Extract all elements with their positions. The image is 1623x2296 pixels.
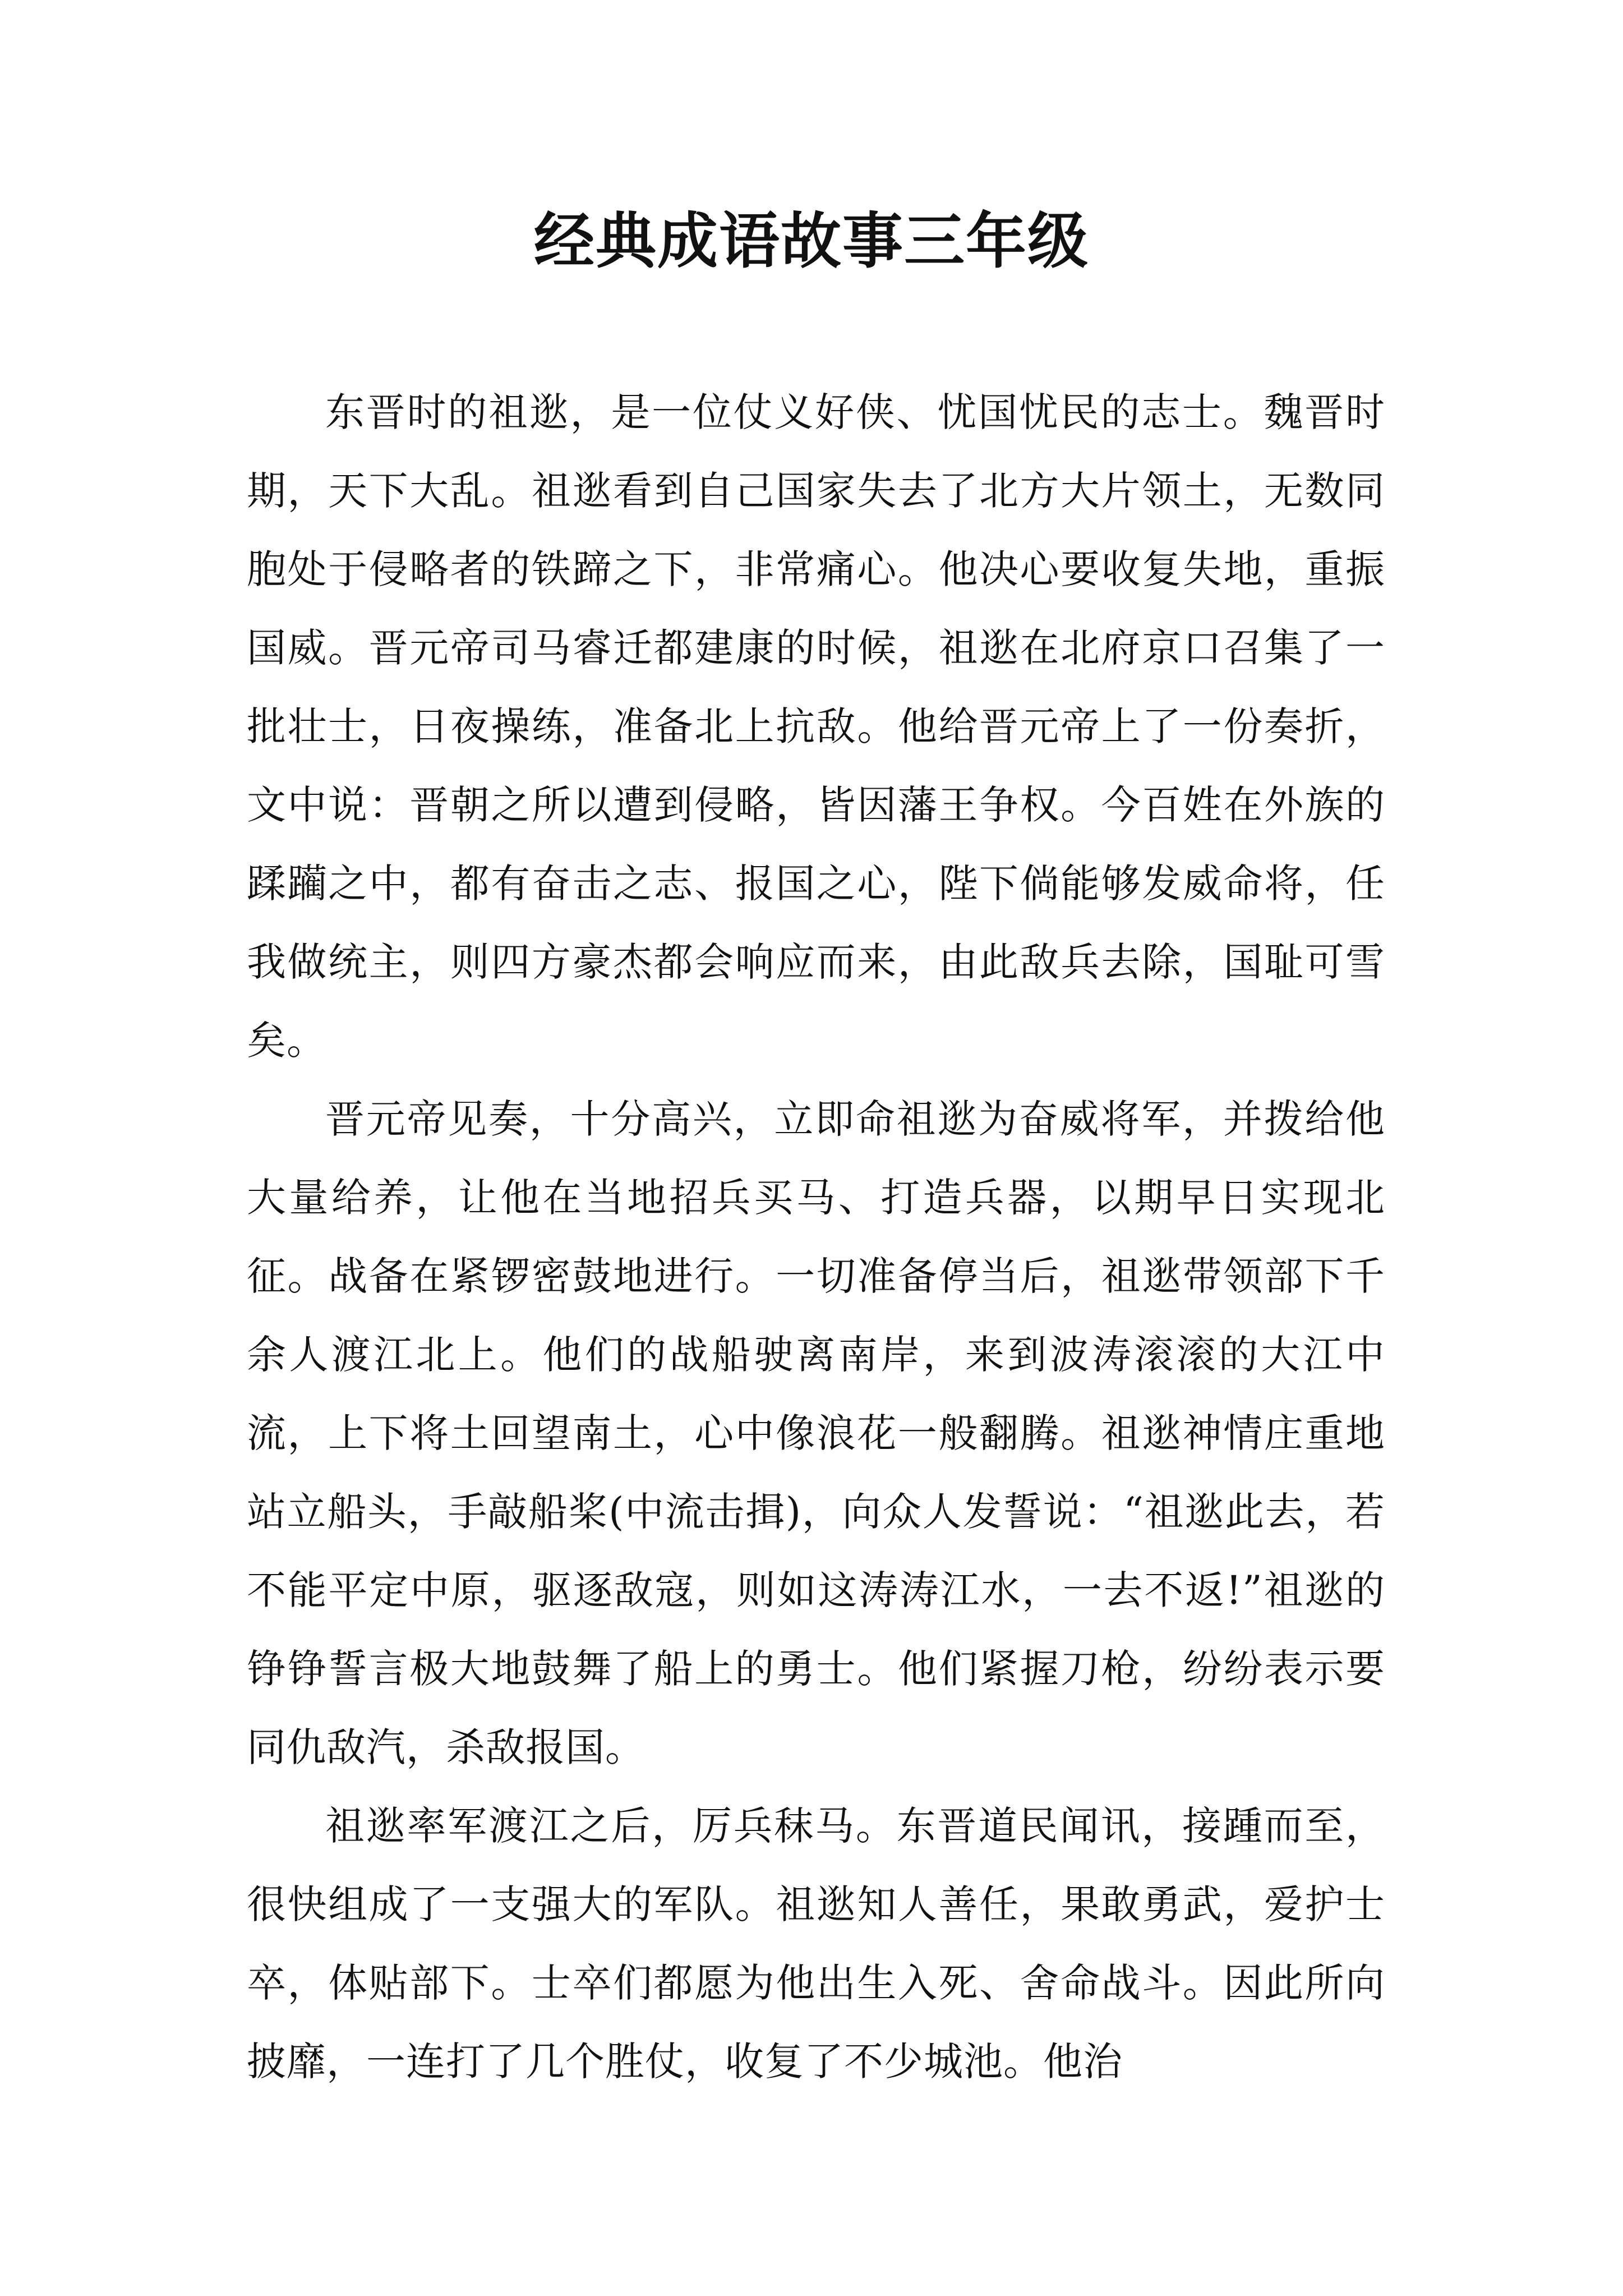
paragraph-1: 东晋时的祖逖，是一位仗义好侠、忧国忧民的志士。魏晋时期，天下大乱。祖逖看到自己国家失去了北方大片领土，无数同胞处于侵略者的铁蹄之下，非常痛心。他决心要收复失地，重振国威。晋元帝司马睿迁都建康的时候，祖逖在北府京口召集了一批壮士，日夜操练，准备北上抗敌。他给晋元帝上了一份奏折，文中说：晋朝之所以遭到侵略，皆因藩王争权。今百姓在外族的蹂躏之中，都有奋击之志、报国之心，陛下倘能够发威命将，任我做统主，则四方豪杰都会响应而来，由此敌兵去除，国耻可雪矣。 (247, 389, 1385, 1064)
document-body (247, 373, 1385, 2101)
paragraph-2: 晋元帝见奏，十分高兴，立即命祖逖为奋威将军，并拨给他大量给养，让他在当地招兵买马、打造兵器，以期早日实现北征。战备在紧锣密鼓地进行。一切准备停当后，祖逖带领部下千余人渡江北上。他们的战船驶离南岸，来到波涛滚滚的大江中流，上下将土回望南土，心中像浪花一般翻腾。祖逖神情庄重地站立船头，手敲船桨(中流击揖)，向众人发誓说：“祖逖此去，若不能平定中原，驱逐敌寇，则如这涛涛江水，一去不返!”祖逖的铮铮誓言极大地鼓舞了船上的勇士。他们紧握刀枪，纷纷表示要同仇敌汽，杀敌报国。 (247, 1096, 1385, 1770)
document-title: 经典成语故事三年级 (533, 206, 1089, 277)
paragraph-3: 祖逖率军渡江之后，厉兵秣马。东晋道民闻讯，接踵而至，很快组成了一支强大的军队。祖逖知人善任，果敢勇武，爱护士卒，体贴部下。士卒们都愿为他出生入死、舍命战斗。因此所向披靡，一连打了几个胜仗，收复了不少城池。他治 (247, 1803, 1385, 2085)
